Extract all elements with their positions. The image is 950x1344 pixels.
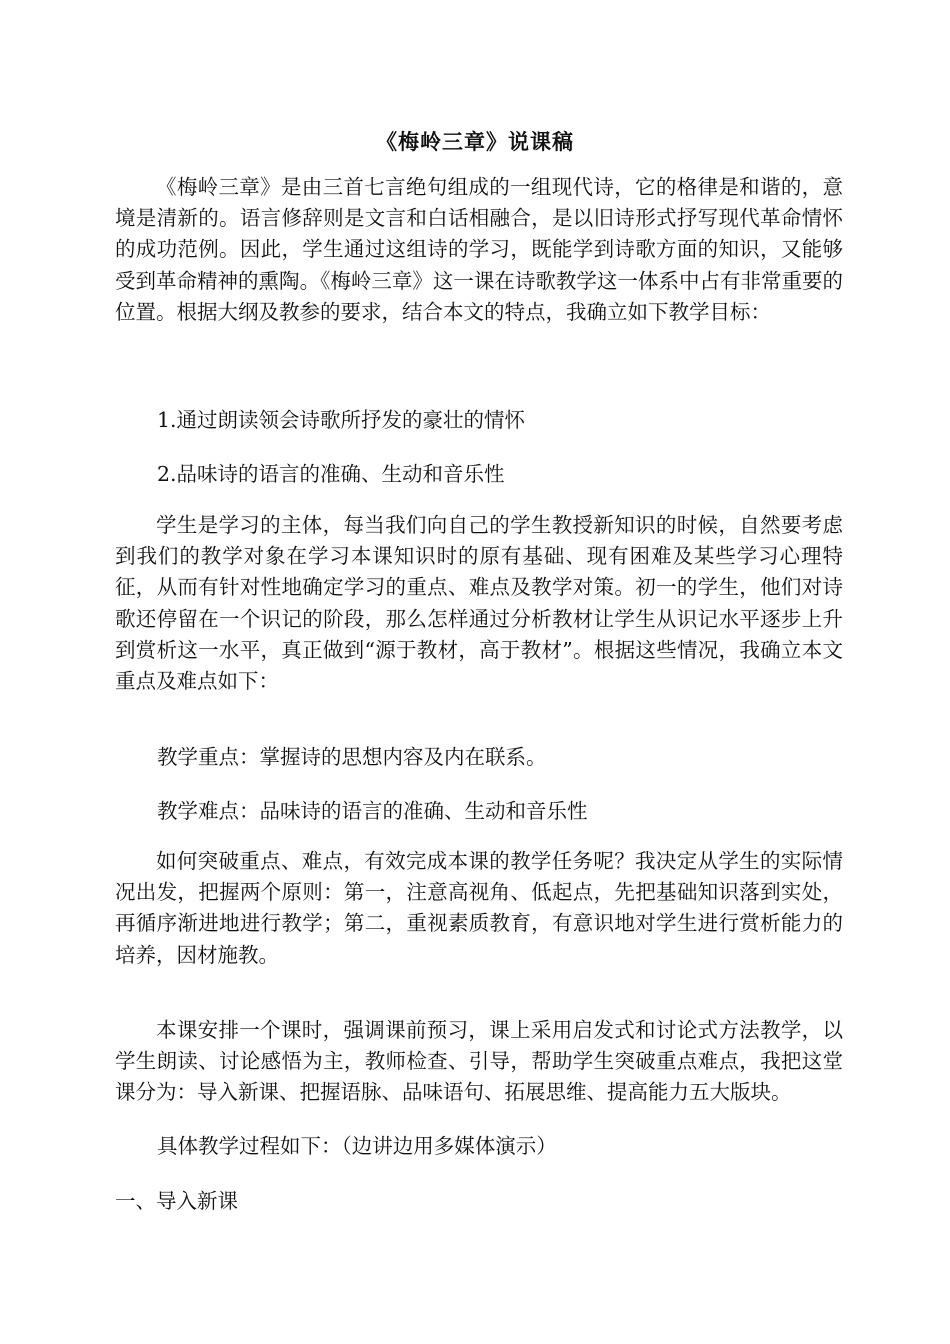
process-intro: 具体教学过程如下：（边讲边用多媒体演示） — [157, 1134, 557, 1158]
key-point: 教学重点：掌握诗的思想内容及内在联系。 — [157, 745, 547, 769]
strategy-paragraph: 如何突破重点、难点，有效完成本课的教学任务呢？我决定从学生的实际情况出发，把握两个原则：第一，注意高视角、低起点，先把基础知识落到实处，再循序渐进地进行教学；第二，重视素质教育，有意识地对学生进行赏析能力的培养，因材施教。 — [115, 849, 843, 967]
objective-2: 2.品味诗的语言的准确、生动和音乐性 — [157, 462, 505, 486]
objective-1: 1.通过朗读领会诗歌所抒发的豪壮的情怀 — [157, 408, 526, 432]
difficult-point: 教学难点：品味诗的语言的准确、生动和音乐性 — [157, 799, 588, 823]
section-heading: 一、导入新课 — [115, 1189, 238, 1213]
students-analysis-paragraph: 学生是学习的主体，每当我们向自己的学生教授新知识的时候，自然要考虑到我们的教学对象在学习本课知识时的原有基础、现有困难及某些学习心理特征，从而有针对性地确定学习的重点、难点及教学对策。初一的学生，他们对诗歌还停留在一个识记的阶段，那么怎样通过分析教材让学生从识记水平逐步上升到赏析这一水平，真正做到“源于教材，高于教材”。根据这些情况，我确立本文重点及难点如下： — [115, 513, 843, 694]
intro-paragraph: 《梅岭三章》是由三首七言绝句组成的一组现代诗，它的格律是和谐的，意境是清新的。语言修辞则是文言和白话相融合，是以旧诗形式抒写现代革命情怀的成功范例。因此，学生通过这组诗的学习，既能学到诗歌方面的知识，又能够受到革命精神的熏陶。《梅岭三章》这一课在诗歌教学这一体系中占有非常重要的位置。根据大纲及教参的要求，结合本文的特点，我确立如下教学目标： — [115, 175, 843, 324]
document-title: 《梅岭三章》说课稿 — [376, 129, 574, 154]
arrangement-paragraph: 本课安排一个课时，强调课前预习，课上采用启发式和讨论式方法教学，以学生朗读、讨论感悟为主，教师检查、引导，帮助学生突破重点难点，我把这堂课分为：导入新课、把握语脉、品味语句、拓展思维、提高能力五大版块。 — [115, 1018, 843, 1105]
